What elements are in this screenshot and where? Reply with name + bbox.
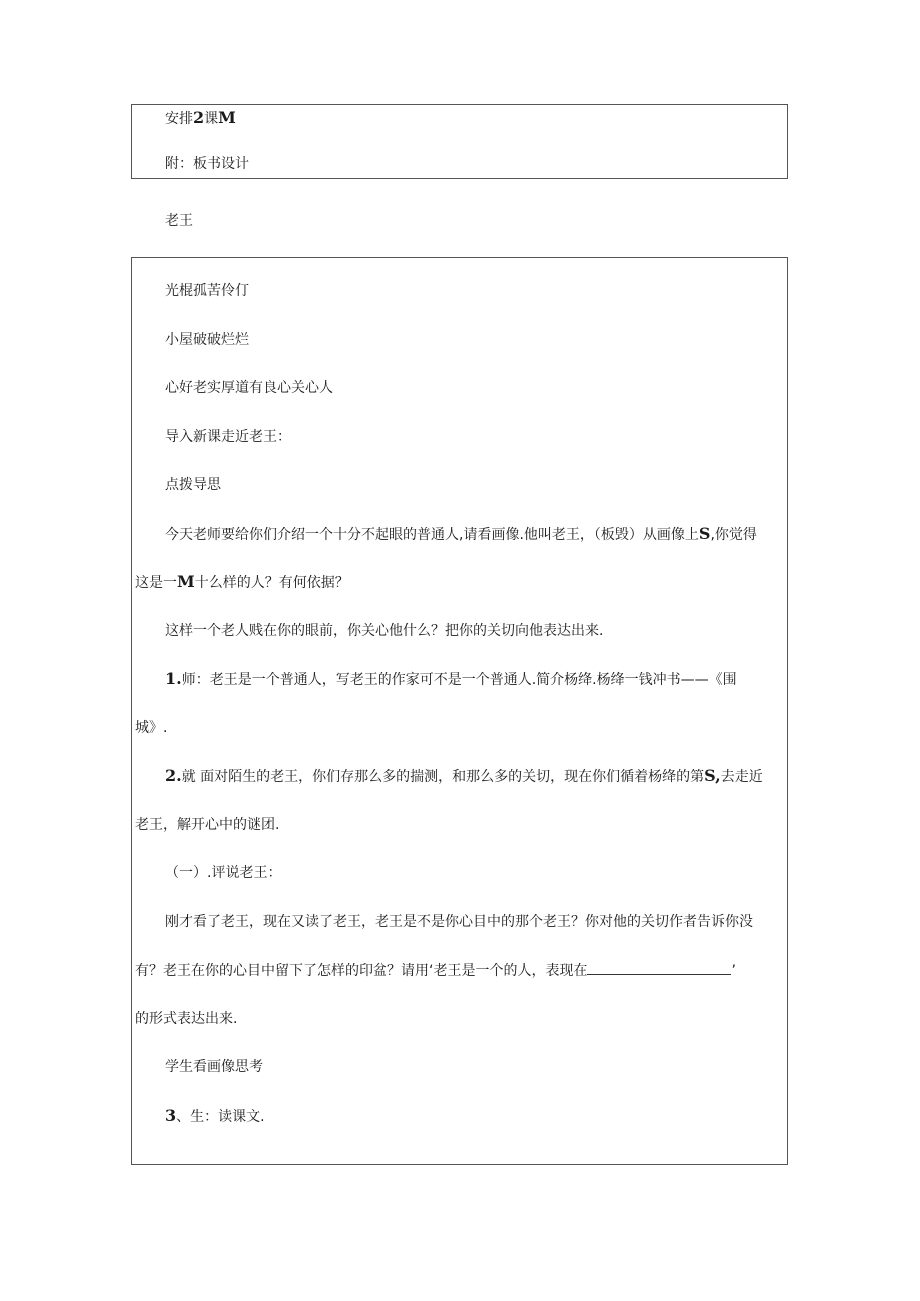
- schedule-prefix: 安排: [165, 111, 193, 127]
- para1-line1-b: S: [698, 524, 711, 543]
- item1-num: 1.: [165, 669, 182, 688]
- item1-line2: 城》.: [135, 720, 168, 736]
- item2-text-b: S,: [704, 766, 721, 785]
- para1-line2: [135, 572, 349, 593]
- para3-line1: 刚才看了老王，现在又读了老王，老王是不是你心目中的那个老王？你对他的关切作者告诉你没: [165, 914, 753, 930]
- board-line-3: 心好老实厚道有良心关心人: [165, 380, 333, 396]
- section1-heading: （一）.评说老王：: [165, 865, 282, 881]
- schedule-line: [165, 108, 236, 129]
- para1-line1-a: 今天老师要给你们介绍一个十分不起眼的普通人,请看画像.他叫老王，（板毁）从画像上: [165, 527, 699, 543]
- item1-text: 师：老王是一个普通人，写老王的作家可不是一个普通人.简介杨绛.杨绛一钱冲书——《围: [181, 672, 737, 688]
- item2-text-a: 就 面对陌生的老王，你们存那么多的揣测，和那么多的关切，现在你们循着杨绛的第: [181, 769, 705, 785]
- board-line-2: 小屋破破烂烂: [165, 332, 249, 348]
- para2: 这样一个老人贱在你的眼前，你关心他什么？把你的关切向他表达出来.: [165, 623, 604, 639]
- schedule-num: 2: [193, 108, 205, 127]
- para3-line2: [135, 960, 736, 981]
- guide-heading: 点拨导思: [165, 477, 221, 493]
- item3-line: [165, 1106, 265, 1127]
- para3-line2-b: ’: [731, 963, 736, 979]
- intro-heading: 导入新课走近老王：: [165, 429, 291, 445]
- item2-line2: 老王，解开心中的谜团.: [135, 817, 280, 833]
- para1-line2-b: M: [177, 572, 195, 591]
- item3-num: 3: [165, 1106, 177, 1125]
- para1-line1-c: ,你觉得: [710, 527, 757, 543]
- board-line-1: 光棍孤苦伶仃: [165, 283, 249, 299]
- para3-line3: 的形式表达出来.: [135, 1011, 238, 1027]
- student-activity: 学生看画像思考: [165, 1059, 263, 1075]
- item3-text: 、生：读课文.: [176, 1109, 265, 1125]
- appendix-line: 附：板书设计: [165, 156, 249, 172]
- item2-text-c: 去走近: [720, 769, 763, 785]
- fill-in-blank: [587, 960, 731, 975]
- schedule-suffix: M: [218, 108, 236, 127]
- board-title: 老王: [165, 213, 193, 229]
- item1-line1: [165, 669, 737, 690]
- para1-line2-c: 十么样的人？有何依据？: [194, 575, 349, 591]
- item2-line1: [165, 766, 763, 787]
- para1-line2-a: 这是一: [135, 575, 177, 591]
- para1-line1: [165, 524, 757, 545]
- schedule-word: 课: [204, 111, 219, 127]
- para3-line2-a: 有？老王在你的心目中留下了怎样的印盆？请用‘老王是一个的人，表现在: [135, 963, 588, 979]
- item2-num: 2.: [165, 766, 182, 785]
